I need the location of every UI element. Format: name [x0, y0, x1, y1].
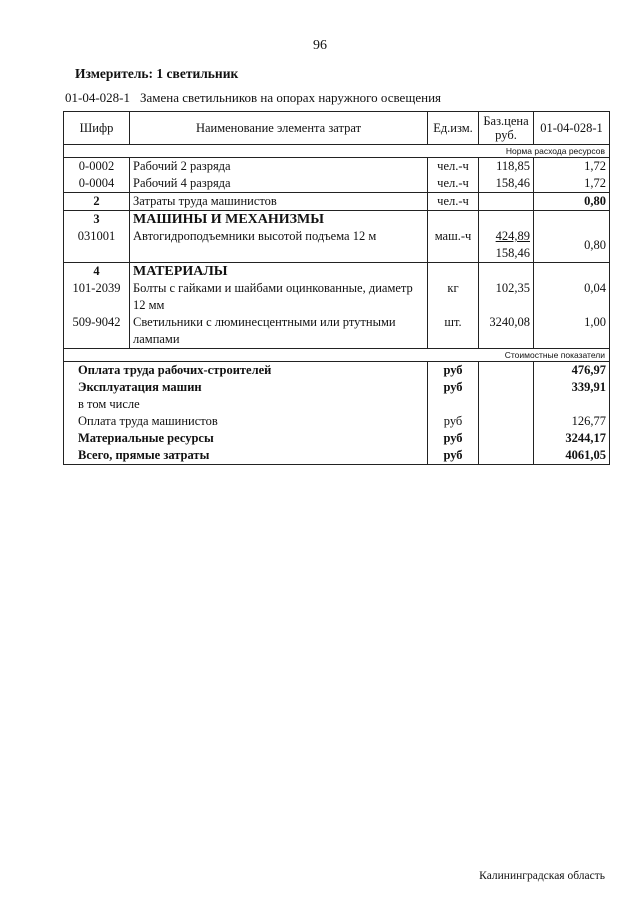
norm-heading	[65, 90, 441, 106]
cell-qty: 0,80	[534, 228, 610, 263]
cost-label: Всего, прямые затраты	[64, 447, 428, 465]
subheader-cost: Стоимостные показатели	[64, 349, 610, 362]
cell-unit: чел.-ч	[428, 193, 479, 211]
cost-row	[64, 413, 610, 430]
cell-unit: шт.	[428, 314, 479, 349]
cost-value: 126,77	[534, 413, 610, 430]
section-title: МАШИНЫ И МЕХАНИЗМЫ	[130, 211, 428, 229]
subheader-row	[64, 145, 610, 158]
cell-code: 509-9042	[64, 314, 130, 349]
cell-unit: маш.-ч	[428, 228, 479, 263]
cell-price-main: 424,89	[495, 229, 530, 243]
table-row	[64, 193, 610, 211]
section-title: МАТЕРИАЛЫ	[130, 263, 428, 281]
cell-price: 158,46	[479, 175, 534, 193]
section-code: 3	[64, 211, 130, 229]
cost-value: 3244,17	[534, 430, 610, 447]
cell-code: 0-0002	[64, 158, 130, 176]
cell-qty: 1,72	[534, 175, 610, 193]
cost-unit: руб	[428, 413, 479, 430]
cell-price: 118,85	[479, 158, 534, 176]
cell-name: Автогидроподъемники высотой подъема 12 м	[130, 228, 428, 263]
cost-label: в том числе	[64, 396, 428, 413]
cost-row	[64, 379, 610, 396]
col-norm-header: 01-04-028-1	[534, 112, 610, 145]
col-price-header: Баз.цена руб.	[479, 112, 534, 145]
section-row	[64, 211, 610, 229]
cell-qty: 1,72	[534, 158, 610, 176]
cell-price	[479, 193, 534, 211]
cell-unit: чел.-ч	[428, 158, 479, 176]
cell-price-labor: 158,46	[495, 246, 530, 260]
cell-price: 3240,08	[479, 314, 534, 349]
cell-name: Затраты труда машинистов	[130, 193, 428, 211]
cost-unit: руб	[428, 447, 479, 465]
norm-code: 01-04-028-1	[65, 90, 130, 105]
cell-qty: 0,04	[534, 280, 610, 314]
cost-row	[64, 396, 610, 413]
cell-unit: кг	[428, 280, 479, 314]
meter-heading: Измеритель: 1 светильник	[75, 66, 239, 81]
col-unit-header: Ед.изм.	[428, 112, 479, 145]
subheader-norm: Норма расхода ресурсов	[64, 145, 610, 158]
norm-title: Замена светильников на опорах наружного освещения	[140, 90, 442, 105]
cost-row	[64, 447, 610, 465]
subheader-row	[64, 349, 610, 362]
cell-code: 2	[64, 193, 130, 211]
cell-name: Рабочий 2 разряда	[130, 158, 428, 176]
cell-unit: чел.-ч	[428, 175, 479, 193]
cell-qty: 1,00	[534, 314, 610, 349]
cost-label: Материальные ресурсы	[64, 430, 428, 447]
cell-code: 031001	[64, 228, 130, 263]
cell-name: Рабочий 4 разряда	[130, 175, 428, 193]
section-code: 4	[64, 263, 130, 281]
cell-qty: 0,80	[534, 193, 610, 211]
col-name-header: Наименование элемента затрат	[130, 112, 428, 145]
table-header-row	[64, 112, 610, 145]
cost-label: Эксплуатация машин	[64, 379, 428, 396]
cost-label: Оплата труда рабочих-строителей	[64, 362, 428, 380]
cost-value: 4061,05	[534, 447, 610, 465]
table-row	[64, 314, 610, 349]
table-row	[64, 280, 610, 314]
cost-value: 476,97	[534, 362, 610, 380]
page-number: 96	[313, 38, 327, 53]
cost-table	[63, 111, 610, 465]
cell-price: 102,35	[479, 280, 534, 314]
cost-unit: руб	[428, 379, 479, 396]
col-code-header: Шифр	[64, 112, 130, 145]
cost-row	[64, 362, 610, 380]
cell-name: Светильники с люминесцентными или ртутными лампами	[130, 314, 428, 349]
cost-row	[64, 430, 610, 447]
cost-unit: руб	[428, 430, 479, 447]
cell-price	[479, 228, 534, 263]
section-row	[64, 263, 610, 281]
cost-value: 339,91	[534, 379, 610, 396]
table-row	[64, 175, 610, 193]
cell-name: Болты с гайками и шайбами оцинкованные, диаметр 12 мм	[130, 280, 428, 314]
cost-label: Оплата труда машинистов	[64, 413, 428, 430]
cell-code: 0-0004	[64, 175, 130, 193]
table-row	[64, 158, 610, 176]
table-row	[64, 228, 610, 263]
footer-region: Калининградская область	[479, 870, 605, 882]
cost-unit: руб	[428, 362, 479, 380]
cell-code: 101-2039	[64, 280, 130, 314]
